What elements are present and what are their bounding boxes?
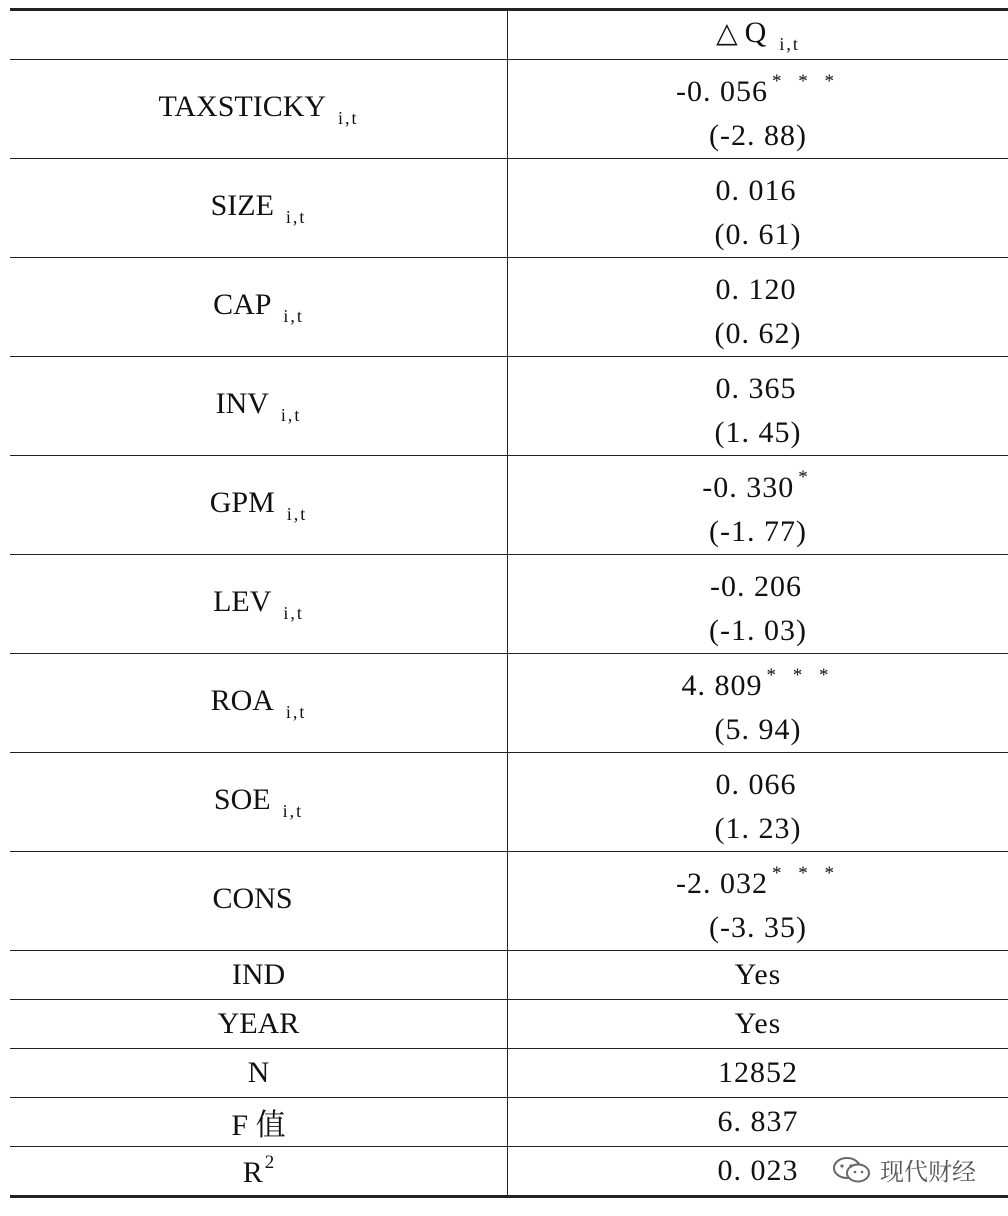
- coefficient-value: -2. 032: [676, 867, 768, 900]
- significance-stars: *: [798, 467, 814, 488]
- coefficient-line: [508, 258, 1008, 306]
- control-label: N: [10, 1049, 508, 1098]
- table-row: [10, 456, 1008, 555]
- variable-cell: [10, 654, 508, 753]
- coefficient-value: -0. 330: [702, 471, 795, 504]
- variable-name: INV: [215, 386, 269, 420]
- coefficient-value: 0. 365: [715, 372, 797, 405]
- coefficient-value: -0. 206: [710, 570, 802, 603]
- variable-cell: [10, 852, 508, 951]
- t-statistic: (-3. 35): [709, 911, 807, 944]
- t-statistic: (1. 23): [714, 812, 802, 845]
- table-row: [10, 60, 1008, 159]
- variable-name: GPM: [209, 485, 275, 519]
- table-row: [10, 357, 1008, 456]
- t-statistic: (0. 61): [714, 218, 802, 251]
- coefficient-line: [508, 555, 1008, 603]
- coefficient-value: 0. 120: [715, 273, 797, 306]
- control-value: Yes: [508, 951, 1008, 1000]
- coefficient-line: [508, 852, 1008, 900]
- coefficient-rows: [10, 60, 1008, 951]
- table-row: [10, 1000, 1008, 1049]
- variable-subscript: i,t: [286, 503, 308, 524]
- significance-stars: * * *: [772, 863, 840, 884]
- variable-name: ROA: [210, 683, 274, 717]
- coefficient-line: [508, 357, 1008, 405]
- variable-name: SIZE: [210, 188, 274, 222]
- control-value: 12852: [508, 1049, 1008, 1098]
- wechat-icon: [832, 1156, 872, 1184]
- watermark: [832, 1152, 976, 1187]
- estimate-cell: [508, 753, 1008, 852]
- t-statistic: (1. 45): [714, 416, 802, 449]
- coefficient-line: [508, 654, 1008, 702]
- r-squared-superscript: 2: [264, 1152, 275, 1173]
- t-statistic: (-2. 88): [709, 119, 807, 152]
- r-squared-label-cell: [10, 1147, 508, 1197]
- control-value: Yes: [508, 1000, 1008, 1049]
- variable-cell: [10, 456, 508, 555]
- estimate-cell: [508, 456, 1008, 555]
- control-label: YEAR: [10, 1000, 508, 1049]
- r-squared-value: 0. 023: [508, 1147, 1008, 1197]
- t-statistic: (0. 62): [714, 317, 802, 350]
- variable-name: SOE: [213, 782, 271, 816]
- variable-name: TAXSTICKY: [158, 89, 327, 123]
- t-statistic: (-1. 03): [709, 614, 807, 647]
- table-row: [10, 951, 1008, 1000]
- table-row: [10, 555, 1008, 654]
- variable-subscript: i,t: [283, 305, 304, 326]
- variable-subscript: i,t: [285, 701, 307, 722]
- variable-cell: [10, 357, 508, 456]
- control-rows: [10, 951, 1008, 1147]
- regression-table: [10, 8, 1008, 1198]
- variable-subscript: i,t: [283, 602, 304, 623]
- watermark-text: 现代财经: [880, 1158, 976, 1186]
- table-row: [10, 753, 1008, 852]
- table-row: [10, 1098, 1008, 1147]
- variable-cell: [10, 258, 508, 357]
- variable-name: CAP: [213, 287, 272, 321]
- table-row: [10, 654, 1008, 753]
- variable-cell: [10, 753, 508, 852]
- control-label: IND: [10, 951, 508, 1000]
- significance-stars: * * *: [766, 665, 835, 686]
- t-statistic: (5. 94): [714, 713, 802, 746]
- coefficient-line: [508, 159, 1008, 207]
- coefficient-value: 0. 066: [715, 768, 797, 801]
- header-dependent-cell: [508, 10, 1008, 60]
- dependent-variable-label: Q: [744, 15, 768, 49]
- delta-symbol: △: [716, 17, 739, 49]
- control-value: 6. 837: [508, 1098, 1008, 1147]
- variable-cell: [10, 159, 508, 258]
- estimate-cell: [508, 852, 1008, 951]
- variable-name: LEV: [213, 584, 272, 618]
- coefficient-line: [508, 456, 1008, 504]
- variable-name: CONS: [212, 881, 293, 915]
- significance-stars: * * *: [772, 71, 840, 92]
- coefficient-line: [508, 60, 1008, 108]
- estimate-cell: [508, 357, 1008, 456]
- dependent-variable-subscript: i,t: [779, 33, 800, 54]
- coefficient-value: 0. 016: [715, 174, 797, 207]
- variable-subscript: i,t: [285, 206, 307, 227]
- t-statistic: (-1. 77): [709, 515, 807, 548]
- table-row: [10, 258, 1008, 357]
- coefficient-line: [508, 753, 1008, 801]
- coefficient-value: -0. 056: [676, 75, 768, 108]
- table-row: [10, 852, 1008, 951]
- estimate-cell: [508, 258, 1008, 357]
- header-row: [10, 10, 1008, 60]
- estimate-cell: [508, 654, 1008, 753]
- estimate-cell: [508, 60, 1008, 159]
- estimate-cell: [508, 159, 1008, 258]
- variable-subscript: i,t: [280, 404, 302, 425]
- coefficient-value: 4. 809: [681, 669, 763, 702]
- table-row: [10, 1049, 1008, 1098]
- table-row: [10, 159, 1008, 258]
- variable-cell: [10, 60, 508, 159]
- variable-subscript: i,t: [338, 107, 359, 128]
- r-squared-label: R: [242, 1156, 263, 1189]
- control-label: F 值: [10, 1098, 508, 1147]
- variable-cell: [10, 555, 508, 654]
- header-variable-cell: [10, 10, 508, 60]
- estimate-cell: [508, 555, 1008, 654]
- variable-subscript: i,t: [282, 800, 304, 821]
